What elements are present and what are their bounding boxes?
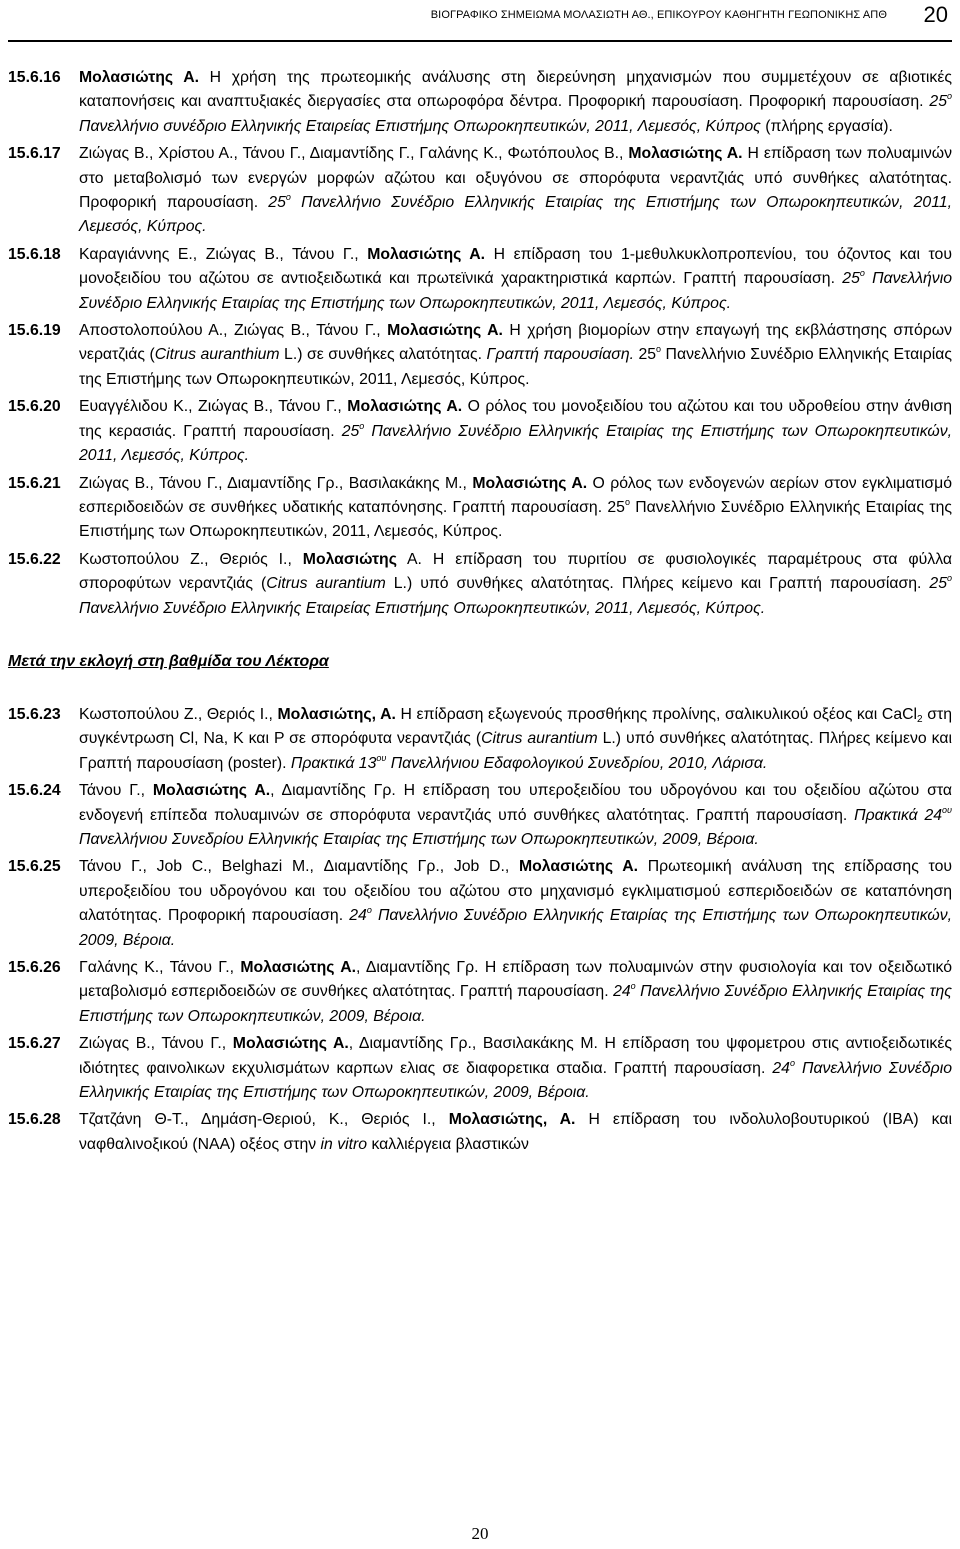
reference-text: Καραγιάννης Ε., Ζιώγας Β., Τάνου Γ.,: [79, 245, 368, 263]
reference-text: Πρωτεομική ανάλυση της επίδρασης του υπεροξειδίου του υδρογόνου και του οξειδίου του αζώτου στο μηχανισμό εγκλιματισμού εσπεριδοειδών σε καταπόνηση αλατότητας. Προφορική παρουσίαση.: [79, 858, 953, 925]
reference-entry: [8, 548, 952, 621]
reference-number: 15.6.23: [8, 705, 61, 723]
reference-entry: [8, 956, 952, 1029]
italic-text: Πανελλήνιο Συνέδριο Ελληνικής Εταιρίας της Επιστήμης των Οπωροκηπευτικών, 2011, Λεμεσός, Κύπρος.: [79, 270, 952, 312]
reference-text: καλλιέργεια βλαστικών: [367, 1135, 529, 1153]
reference-entry: [8, 142, 952, 240]
reference-text: L.) υπό συνθήκες αλατότητας. Πλήρες κείμενο και Γραπτή παρουσίαση (poster).: [79, 730, 953, 772]
italic-text: ο: [859, 268, 865, 279]
header-rule: [8, 40, 952, 42]
reference-text: Τάνου Γ., Job C., Belghazi M., Διαμαντίδης Γρ., Job D.,: [79, 858, 519, 876]
italic-text: Πανελλήνιο Συνέδριο Ελληνικής Εταιρίας της Επιστήμης των Οπωροκηπευτικών, 2009, Βέροια.: [79, 1059, 952, 1102]
italic-text: Πανελλήνιου Συνεδρίου Ελληνικής Εταιρίας της Επιστήμης των Οπωροκηπευτικών, 2009, Βέροια.: [79, 830, 759, 848]
italic-text: Πανελλήνιο Συνέδριο Ελληνικής Εταιρίας της Επιστήμης των Οπωροκηπευτικών, 2009, Βέροια.: [79, 983, 952, 1025]
italic-text: Πανελλήνιο Συνέδριο Ελληνικής Εταιρίας της Επιστήμης των Οπωροκηπευτικών, 2009, Βέροια.: [79, 907, 952, 949]
reference-entry: [8, 472, 952, 545]
italic-text: ο: [366, 905, 372, 916]
italic-text: 25: [842, 270, 860, 288]
author-highlight: Μολασιώτης Α.: [240, 959, 356, 976]
presentations-list-lecturer: [8, 703, 952, 1157]
document-body: [8, 66, 952, 1160]
reference-text: Ο ρόλος των ενδογενών αερίων στον εγκλιματισμό εσπεριδοειδών σε συνθήκες υδατικής καταπόνησης. Γραπτή παρουσίαση. 25: [79, 474, 952, 516]
reference-text: , Διαμαντίδης Γρ., Βασιλακάκης Μ. Η επίδραση του ψφομετρου στις αντιοξειδωτικές ιδιότητες φαινολικων εκχυλισμάτων καρπων ελιας σε διαφορετικα σταδια. Γραπτή παρουσίαση.: [79, 1035, 952, 1077]
italic-text: ο: [789, 1057, 795, 1068]
reference-text: Η χρήση βιομορίων στην επαγωγή της εκβλάστησης σπόρων νερατζιάς (: [79, 322, 952, 364]
reference-text: Κωστοπούλου Ζ., Θεριός Ι.,: [79, 550, 303, 568]
reference-number: 15.6.28: [8, 1111, 61, 1129]
reference-text: , Διαμαντίδης Γρ. Η επίδραση του υπεροξειδίου του υδρογόνου και του οξειδίου αζώτου στα ενδογενή επίπεδα πολυαμινών σε σπορόφυτα νεραντζιάς υπό συνθήκες αλατότητας. Γραπτή παρουσίαση.: [79, 782, 953, 824]
reference-text: Τζατζάνη Θ-Τ., Δημάση-Θεριού, Κ., Θεριός Ι.,: [79, 1111, 449, 1129]
reference-text: Ευαγγέλιδου Κ., Ζιώγας Β., Τάνου Γ.,: [79, 398, 348, 416]
reference-text: Τάνου Γ.,: [79, 782, 153, 800]
reference-text: L.) υπό συνθήκες αλατότητας. Πλήρες κείμενο και Γραπτή παρουσίαση.: [385, 575, 930, 593]
reference-entry: [8, 1032, 952, 1105]
reference-text: 25: [633, 346, 657, 364]
italic-text: Γραπτή παρουσίαση.: [486, 346, 634, 364]
reference-text: στη συγκέντρωση Cl, Na, K και P σε σπορόφυτα νεραντζιάς (: [79, 705, 952, 748]
reference-text: Η χρήση της πρωτεομικής ανάλυσης στη διερεύνηση μηχανισμών που συμμετέχουν σε αβιοτικές καταπονήσεις και αναπτυξιακές διεργασίες στα οπωροφόρα δέντρα. Προφορική παρουσίαση. Προφορική παρουσίαση.: [79, 69, 952, 111]
italic-text: Πανελλήνιο συνέδριο Ελληνικής Εταιρείας Επιστήμης Οπωροκηπευτικών, 2011, Λεμεσός, Κύπρος: [79, 117, 761, 135]
italic-text: Πανελλήνιου Εδαφολογικού Συνεδρίου, 2010, Λάρισα.: [386, 754, 768, 772]
section-heading: Μετά την εκλογή στη βαθμίδα του Λέκτορα: [8, 652, 329, 670]
reference-text: Ζιώγας Β., Τάνου Γ., Διαμαντίδης Γρ., Βασιλακάκης Μ.,: [79, 474, 473, 492]
italic-text: Πανελλήνιο Συνέδριο Ελληνικής Εταιρίας της Επιστήμης των Οπωροκηπευτικών, 2011, Λεμεσός, Κύπρος.: [79, 194, 953, 236]
reference-text: Κωστοπούλου Ζ., Θεριός Ι.,: [79, 705, 278, 723]
italic-text: Πανελλήνιο Συνέδριο Ελληνικής Εταιρείας Επιστήμης Οπωροκηπευτικών, 2011, Λεμεσός, Κύπρος.: [79, 599, 766, 617]
reference-text: Πανελλήνιο Συνέδριο Ελληνικής Εταιρίας της Επιστήμης των Οπωροκηπευτικών, 2011, Λεμεσός, Κύπρος.: [79, 346, 952, 388]
italic-text: ο: [630, 981, 636, 992]
reference-number: 15.6.24: [8, 782, 61, 800]
reference-text: Α. Η επίδραση του πυριτίου σε φυσιολογικές παραμέτρους στα φύλλα σποροφύτων νεραντζιάς (: [79, 550, 952, 593]
reference-number: 15.6.22: [8, 550, 61, 568]
reference-text: Ο ρόλος του μονοξειδίου του αζώτου και του υδροθείου στην άνθιση της κερασιάς. Γραπτή παρουσίαση.: [79, 398, 952, 440]
italic-text: Citrus aurantium: [266, 575, 386, 593]
reference-text: 2: [917, 713, 923, 725]
author-highlight: Μολασιώτης Α.: [387, 322, 503, 340]
italic-text: Citrus aurantium: [481, 730, 598, 748]
reference-entry: [8, 703, 952, 776]
reference-number: 15.6.16: [8, 69, 61, 86]
italic-text: 24: [349, 907, 367, 925]
reference-text: Η επίδραση του ινδολυλοβουτυρικού (IBA) και ναφθαλινοξικού (NAA) οξέος στην: [79, 1111, 953, 1153]
italic-text: 25: [341, 422, 360, 440]
reference-text: ο: [656, 344, 662, 355]
author-highlight: Μολασιώτης Α.: [628, 145, 743, 163]
reference-number: 15.6.18: [8, 245, 61, 263]
author-highlight: Μολασιώτης, Α.: [448, 1111, 576, 1129]
reference-number: 15.6.20: [8, 398, 61, 416]
reference-entry: [8, 1108, 952, 1157]
reference-text: (πλήρης εργασία).: [760, 117, 893, 135]
reference-number: 15.6.25: [8, 858, 61, 876]
reference-text: Η επίδραση των πολυαμινών στο μεταβολισμό των ενεργών μορφών αζώτου και οξυγόνου σε σπορόφυτα νεραντζιάς υπό συνθήκες αλατότητας. Προφορική παρουσίαση.: [79, 145, 952, 212]
footer-page-number: 20: [471, 1524, 489, 1543]
italic-text: ου: [376, 752, 387, 763]
reference-entry: [8, 319, 952, 392]
reference-text: Πανελλήνιο Συνέδριο Ελληνικής Εταιρίας της Επιστήμης των Οπωροκηπευτικών, 2011, Λεμεσός, Κύπρος.: [79, 498, 952, 541]
reference-entry: [8, 243, 952, 316]
italic-text: Πρακτικά 24: [854, 806, 943, 824]
italic-text: ο: [285, 192, 291, 203]
author-highlight: Μολασιώτης Α.: [518, 858, 639, 876]
author-highlight: Μολασιώτης, Α.: [277, 705, 396, 723]
reference-number: 15.6.27: [8, 1035, 61, 1053]
author-highlight: Μολασιώτης Α.: [472, 474, 588, 492]
header-page-number: 20: [923, 2, 948, 27]
reference-text: ο: [624, 496, 630, 507]
author-highlight: Μολασιώτης Α.: [367, 245, 486, 263]
italic-text: 25: [268, 194, 286, 212]
italic-text: 24: [772, 1059, 790, 1077]
reference-number: 15.6.26: [8, 959, 61, 976]
reference-number: 15.6.21: [8, 474, 61, 492]
author-highlight: Μολασιώτης Α.: [79, 69, 199, 86]
italic-text: Πρακτικά 13: [290, 754, 377, 772]
reference-text: Ζιώγας Β., Τάνου Γ.,: [79, 1035, 233, 1053]
italic-text: Πανελλήνιο Συνέδριο Ελληνικής Εταιρίας της Επιστήμης των Οπωροκηπευτικών, 2011, Λεμεσός, Κύπρος.: [79, 422, 952, 465]
reference-text: Ζιώγας Β., Χρίστου Α., Τάνου Γ., Διαμαντίδης Γ., Γαλάνης Κ., Φωτόπουλος Β.,: [79, 145, 629, 163]
italic-text: 24: [613, 983, 631, 1001]
italic-text: ο: [947, 573, 953, 584]
italic-text: Citrus auranthium: [154, 346, 280, 364]
author-highlight: Μολασιώτης Α.: [152, 782, 271, 800]
reference-text: Αποστολοπούλου Α., Ζιώγας Β., Τάνου Γ.,: [79, 322, 388, 340]
reference-text: Γαλάνης Κ., Τάνου Γ.,: [79, 959, 241, 976]
author-highlight: Μολασιώτης Α.: [232, 1035, 349, 1053]
author-highlight: Μολασιώτης: [302, 550, 397, 568]
reference-number: 15.6.17: [8, 145, 61, 163]
reference-entry: [8, 66, 952, 139]
reference-entry: [8, 855, 952, 953]
italic-text: 25: [929, 93, 947, 111]
italic-text: in vitro: [320, 1135, 368, 1153]
italic-text: 25: [929, 575, 947, 593]
running-title: ΒΙΟΓΡΑΦΙΚΟ ΣΗΜΕΙΩΜΑ ΜΟΛΑΣΙΩΤΗ ΑΘ., ΕΠΙΚΟΥΡΟΥ ΚΑΘΗΓΗΤΗ ΓΕΩΠΟΝΙΚΗΣ ΑΠΘ: [430, 9, 887, 21]
presentations-list: [8, 66, 952, 621]
reference-text: Η επίδραση του 1-μεθυλκυκλοπροπενίου, του όζοντος και του μονοξειδίου του αζώτου σε αντιοξειδωτικά και πρωτεϊνικά χαρακτηριστικά καρπών. Γραπτή παρουσίαση.: [79, 245, 952, 288]
italic-text: ο: [359, 420, 365, 431]
reference-entry: [8, 395, 952, 468]
reference-text: Η επίδραση εξωγενούς προσθήκης προλίνης, σαλικυλικού οξέος και CaCl: [395, 705, 918, 723]
page-header: [0, 0, 960, 44]
reference-number: 15.6.19: [8, 322, 61, 340]
reference-entry: [8, 779, 952, 852]
italic-text: ου: [942, 804, 953, 815]
reference-text: L.) σε συνθήκες αλατότητας.: [279, 346, 487, 364]
italic-text: ο: [946, 91, 952, 102]
reference-text: , Διαμαντίδης Γρ. Η επίδραση των πολυαμινών στην φυσιολογία και τον οξειδωτικό μεταβολισμό εσπεριδοειδών σε συνθήκες αλατότητας. Γραπτή παρουσίαση.: [79, 959, 952, 1001]
author-highlight: Μολασιώτης Α.: [347, 398, 463, 416]
